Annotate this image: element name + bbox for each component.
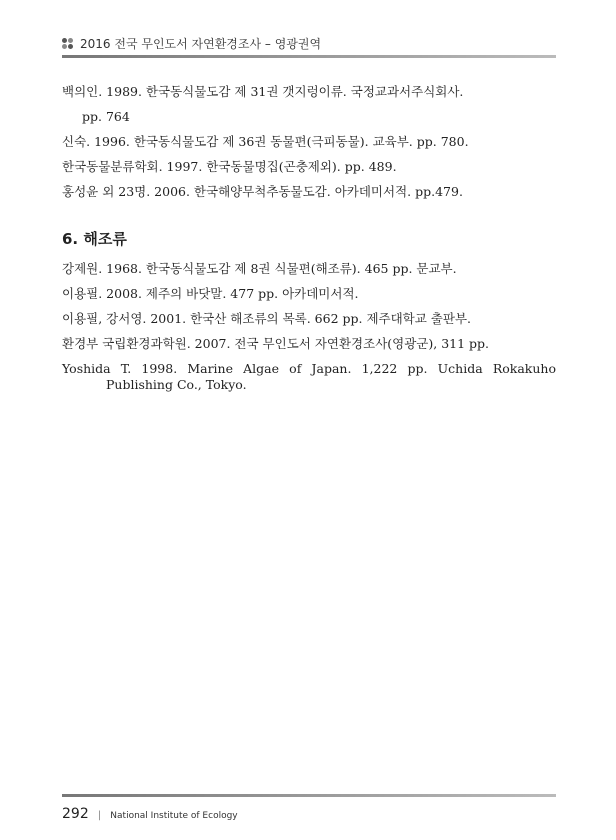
reference-entry: 한국동물분류학회. 1997. 한국동물명집(곤충제외). pp. 489. [62, 159, 397, 174]
reference-entry: 강제원. 1968. 한국동식물도감 제 8권 식물편(해조류). 465 pp. 문교부. [62, 261, 457, 276]
page-number: 292 [62, 806, 89, 822]
reference-list [62, 84, 556, 402]
page-footer [62, 803, 238, 822]
reference-entry: Yoshida T. 1998. Marine Algae of Japan. 1,222 pp. Uchida Rokakuho Publishing Co., Tokyo. [62, 361, 556, 392]
footer-separator: | [97, 810, 102, 821]
reference-entry-continuation: pp. 764 [82, 109, 130, 124]
reference-entry: 홍성윤 외 23명. 2006. 한국해양무척추동물도감. 아카데미서적. pp.479. [62, 184, 463, 199]
section-heading: 6. 해조류 [62, 230, 127, 248]
reference-entry: 백의인. 1989. 한국동식물도감 제 31권 갯지렁이류. 국정교과서주식회사. [62, 84, 464, 99]
header-title: 2016 전국 무인도서 자연환경조사 – 영광권역 [80, 37, 322, 51]
header-divider [62, 55, 556, 58]
footer-institute-name: National Institute of Ecology [110, 811, 238, 821]
footer-divider [62, 794, 556, 797]
reference-entry: 신숙. 1996. 한국동식물도감 제 36권 동물편(극피동물). 교육부. pp. 780. [62, 134, 469, 149]
reference-entry: 이용필, 강서영. 2001. 한국산 해조류의 목록. 662 pp. 제주대학교 출판부. [62, 311, 472, 326]
reference-entry: 이용필. 2008. 제주의 바닷말. 477 pp. 아카데미서적. [62, 286, 359, 301]
header-dots-icon [62, 38, 74, 50]
running-header [62, 34, 556, 56]
reference-entry: 환경부 국립환경과학원. 2007. 전국 무인도서 자연환경조사(영광군), 311 pp. [62, 336, 490, 351]
